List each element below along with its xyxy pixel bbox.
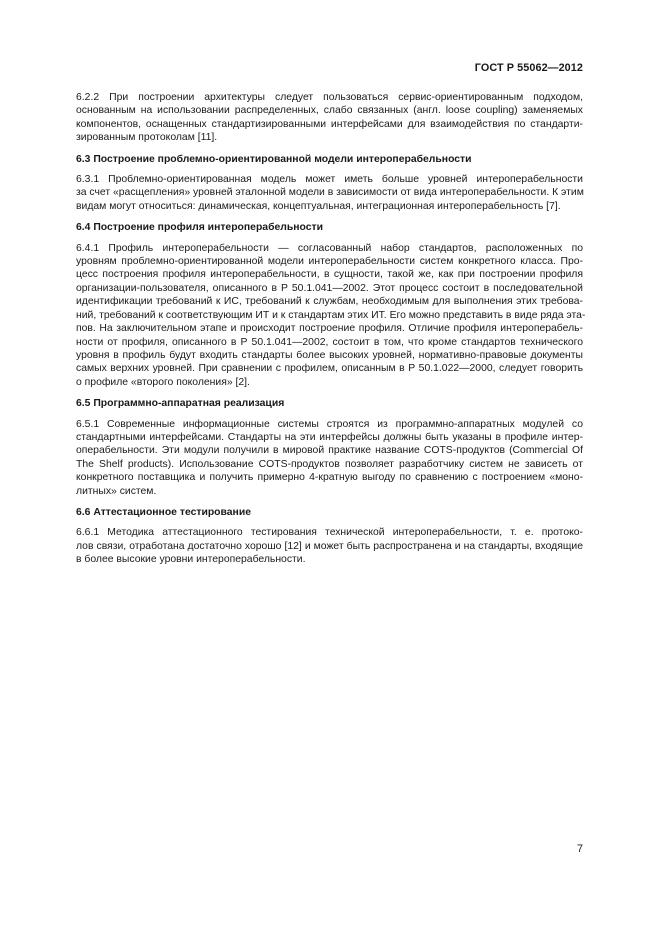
section-heading-6-3: 6.3 Построение проблемно-ориентированной модели интероперабельности [76,153,472,165]
text-line: уровня в профиль будут входить стандарты более высоких уровней, нормативно-правовые документы [76,349,583,361]
text-line: 6.2.2 При построении архитектуры следует пользоваться сервис-ориентированным подходом, [76,92,583,103]
text-line: в более высокие уровни интероперабельности. [76,554,306,566]
text-line: ности от профиля, описанного в Р 50.1.041—2002, состоит в том, что кроме стандартов технического [76,336,583,348]
text-line: конкретного поставщика и получить примерно 4-кратную выгоду по сравнению с построением «моно- [76,472,583,484]
text-line: лов связи, отработана достаточно хорошо [12] и может быть распространена и на стандарты, входящие [76,540,583,552]
text-line: The Shelf products). Использование COTS-продуктов позволяет разработчику систем не зависеть от [76,458,583,470]
paragraph-6-4-1 [76,242,586,389]
text-line: литных» систем. [76,485,157,497]
text-line: зированным протоколам [11]. [76,132,218,144]
text-line: уровням проблемно-ориентированной модели интероперабельности систем конкретного класса. Про- [76,256,583,268]
paragraph-6-3-1 [76,173,583,213]
text-line: стандартными интерфейсами. Стандарты на эти интерфейсы должны быть указаны в профиле интер- [76,431,583,443]
text-line: о профиле «второго поколения» [2]. [76,376,250,388]
text-line: за счет «расщепления» уровней эталонной модели в зависимости от вида интероперабельности. К этим [76,187,584,199]
section-heading-6-5: 6.5 Программно-аппаратная реализация [76,398,285,410]
text-line: пов. На заключительном этапе и происходит построение профиля. Отличие профиля интероперабель- [76,323,583,335]
text-line: основанным на использовании распределенных, слабо связанных (англ. loose coupling) заменяемых [76,105,583,117]
text-line: операбельности. Эти модули получили в мировой практике название COTS-продуктов (Commercial Of [76,445,583,457]
text-line: 6.5.1 Современные информационные системы строятся из программно-аппаратных модулей со [76,418,583,430]
text-line: 6.6.1 Методика аттестационного тестирования технической интероперабельности, т. е. протоко- [76,527,583,539]
text-line: 6.4.1 Профиль интероперабельности — согласованный набор стандартов, расположенных по [76,242,583,254]
text-line: идентификации требований к ИС, требований к службам, необходимым для выполнения этих требова- [76,296,583,308]
section-heading-6-6: 6.6 Аттестационное тестирование [76,506,252,518]
paragraph-6-2-2 [76,91,583,145]
text-line: организации-пользователя, описанного в Р 50.1.041—2002. Этот процесс состоит в последовательной [76,282,583,294]
paragraph-6-5-1 [76,418,583,498]
section-heading-6-4: 6.4 Построение профиля интероперабельности [76,222,324,234]
text-line: 6.3.1 Проблемно-ориентированная модель может иметь больше уровней интероперабельности [76,174,583,186]
text-line: видам могут относиться: динамическая, концептуальная, интеграционная интероперабельность [7]. [76,200,561,212]
document-code-header: ГОСТ Р 55062—2012 [474,62,583,74]
paragraph-6-6-1 [76,526,583,566]
text-line: компонентов, оснащенных стандартизированными интерфейсами для взаимодействия по стандарти- [76,118,583,130]
page-content [76,91,586,567]
text-line: цесс построения профиля интероперабельности, в сущности, такой же, как при построении профиля [76,269,583,281]
page-number: 7 [577,843,584,855]
text-line: самых верхних уровней. При сравнении с профилем, описанным в Р 50.1.022—2000, следует говорить [76,363,583,375]
text-line: ний, требований к соответствующим ИТ и к стандартам этих ИТ. Его можно представить в виде ряда эта- [76,309,586,321]
